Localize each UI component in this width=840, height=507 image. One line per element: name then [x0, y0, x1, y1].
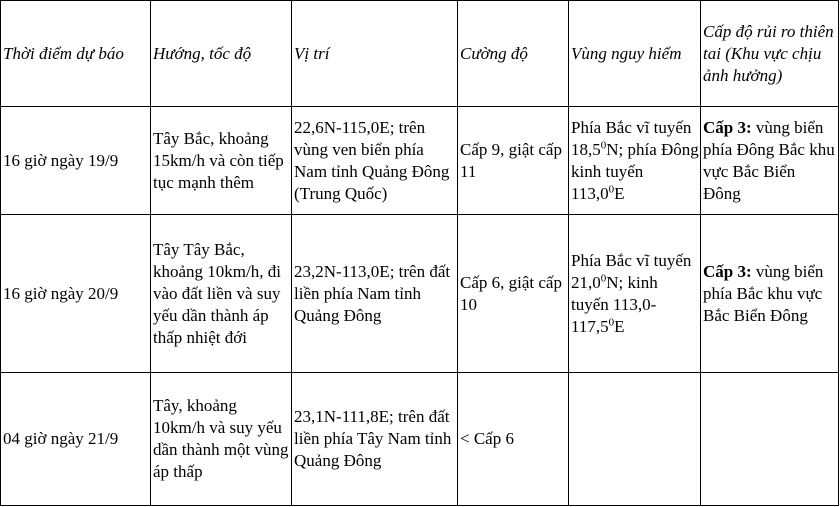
header-direction-speed: Hướng, tốc độ [151, 1, 292, 107]
cell-position: 23,2N-113,0E; trên đất liền phía Nam tỉnh Quảng Đông [292, 215, 458, 373]
degree-superscript: 0 [600, 138, 607, 151]
header-danger-zone: Vùng nguy hiểm [569, 1, 701, 107]
risk-level-label: Cấp 3: [703, 261, 752, 281]
danger-zone-text-a: Phía Bắc vĩ tuyến 21,0 [571, 250, 692, 292]
risk-area-text: vùng biển phía Bắc khu vực Bắc Biển Đông [703, 261, 824, 325]
risk-level-label: Cấp 3: [703, 117, 752, 137]
header-risk-level: Cấp độ rủi ro thiên tai (Khu vực chịu ảnh hưởng) [701, 1, 839, 107]
cell-intensity: Cấp 9, giật cấp 11 [458, 107, 569, 215]
cell-danger-zone [569, 215, 701, 373]
cell-position: 22,6N-115,0E; trên vùng ven biển phía Nam tỉnh Quảng Đông (Trung Quốc) [292, 107, 458, 215]
cell-risk-level [701, 215, 839, 373]
degree-superscript: 0 [608, 182, 615, 195]
risk-area-text: vùng biển phía Đông Bắc khu vực Bắc Biển Đông [703, 117, 835, 203]
table-row [1, 215, 839, 373]
danger-zone-text-a: Phía Bắc vĩ tuyến 18,5 [571, 117, 692, 159]
cell-forecast-time: 16 giờ ngày 19/9 [1, 107, 151, 215]
danger-zone-text-b: N; phía Đông kinh tuyến 113,0 [571, 139, 699, 203]
table-row [1, 373, 839, 506]
cell-direction-speed: Tây, khoảng 10km/h và suy yếu dần thành một vùng áp thấp [151, 373, 292, 506]
cell-danger-zone-empty [569, 373, 701, 506]
cell-direction-speed: Tây Tây Bắc, khoảng 10km/h, đi vào đất liền và suy yếu dần thành áp thấp nhiệt đới [151, 215, 292, 373]
cell-intensity: < Cấp 6 [458, 373, 569, 506]
degree-superscript: 0 [600, 271, 607, 284]
cell-risk-level [701, 107, 839, 215]
cell-position: 23,1N-111,8E; trên đất liền phía Tây Nam tỉnh Quảng Đông [292, 373, 458, 506]
danger-zone-text-c: E [614, 183, 625, 203]
cell-danger-zone [569, 107, 701, 215]
cell-forecast-time: 16 giờ ngày 20/9 [1, 215, 151, 373]
cell-forecast-time: 04 giờ ngày 21/9 [1, 373, 151, 506]
header-forecast-time: Thời điểm dự báo [1, 1, 151, 107]
cell-direction-speed: Tây Bắc, khoảng 15km/h và còn tiếp tục mạnh thêm [151, 107, 292, 215]
header-position: Vị trí [292, 1, 458, 107]
header-intensity: Cường độ [458, 1, 569, 107]
danger-zone-text-b: N; kinh tuyến 113,0-117,5 [571, 272, 658, 336]
cell-intensity: Cấp 6, giật cấp 10 [458, 215, 569, 373]
degree-superscript: 0 [608, 315, 615, 328]
danger-zone-text-c: E [614, 316, 625, 336]
table-header-row [1, 1, 839, 107]
cell-risk-level-empty [701, 373, 839, 506]
table-row [1, 107, 839, 215]
